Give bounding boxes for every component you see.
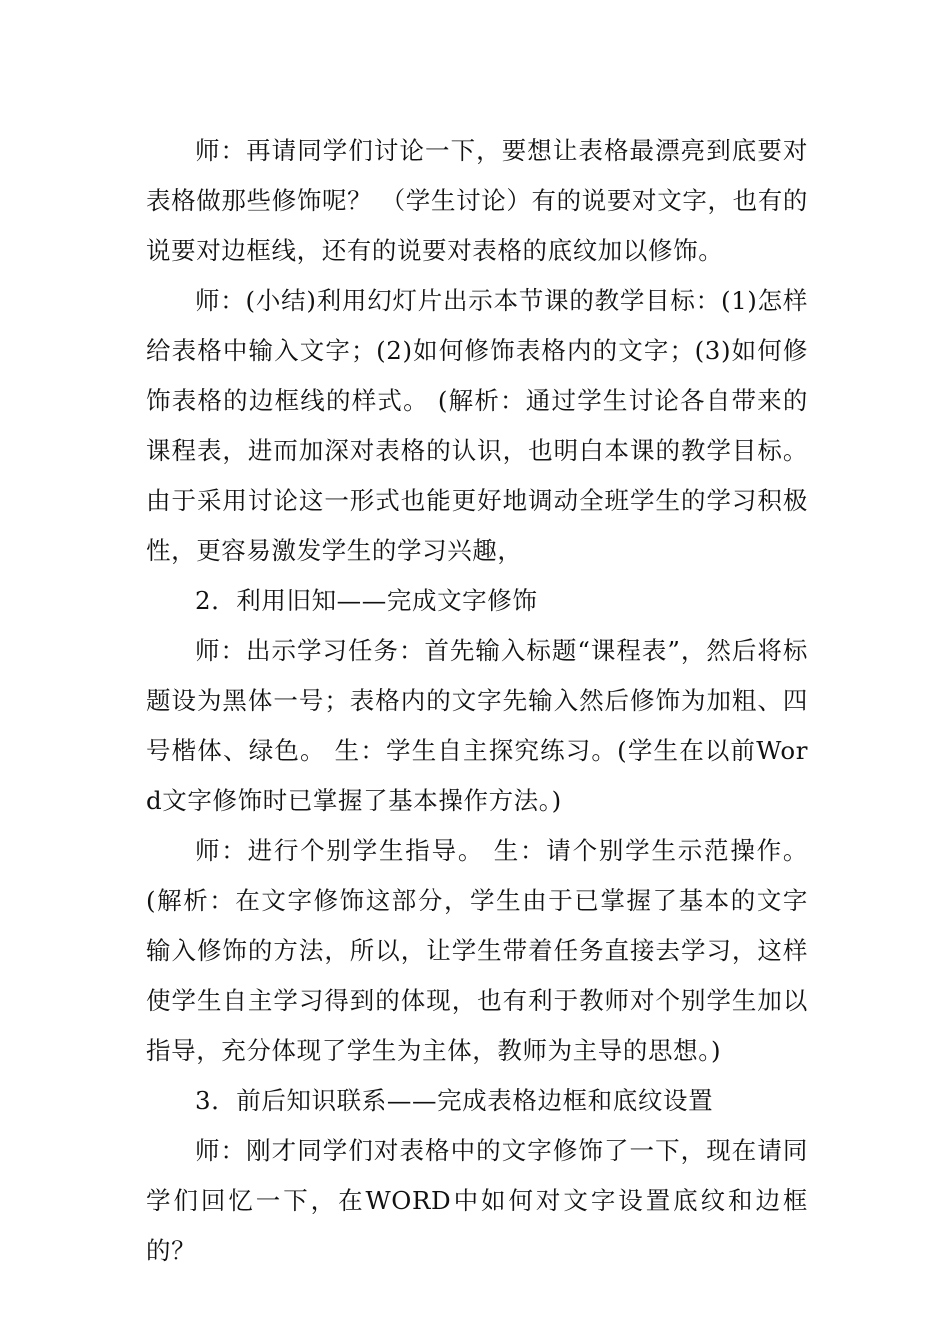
paragraph-recall-word: 师：刚才同学们对表格中的文字修饰了一下，现在请同学们回忆一下，在WORD中如何对文字设置底纹和边框的？	[146, 1136, 808, 1265]
section-heading-borders-shading: 3．前后知识联系——完成表格边框和底纹设置	[195, 1086, 714, 1115]
document-page	[146, 126, 808, 1276]
paragraph-discussion: 师：再请同学们讨论一下，要想让表格最漂亮到底要对表格做那些修饰呢？ （学生讨论）有的说要对文字，也有的说要对边框线，还有的说要对表格的底纹加以修饰。	[146, 136, 808, 265]
paragraph-summary-objectives: 师：(小结)利用幻灯片出示本节课的教学目标：(1)怎样给表格中输入文字；(2)如何修饰表格内的文字；(3)如何修饰表格的边框线的样式。 (解析：通过学生讨论各自带来的课程表，进而加深对表格的认识，也明白本课的教学目标。由于采用讨论这一形式也能更好地调动全班学生的学习积极性，更容易激发学生的学习兴趣，	[146, 286, 808, 565]
paragraph-learning-task: 师：出示学习任务：首先输入标题“课程表”，然后将标题设为黑体一号；表格内的文字先输入然后修饰为加粗、四号楷体、绿色。 生：学生自主探究练习。(学生在以前Word文字修饰时已掌握了基本操作方法。)	[146, 636, 808, 815]
section-heading-text-formatting: 2．利用旧知——完成文字修饰	[195, 586, 538, 615]
paragraph-individual-guidance: 师：进行个别学生指导。 生：请个别学生示范操作。(解析：在文字修饰这部分，学生由于已掌握了基本的文字输入修饰的方法，所以，让学生带着任务直接去学习，这样使学生自主学习得到的体现，也有利于教师对个别学生加以指导，充分体现了学生为主体，教师为主导的思想。)	[146, 836, 808, 1065]
